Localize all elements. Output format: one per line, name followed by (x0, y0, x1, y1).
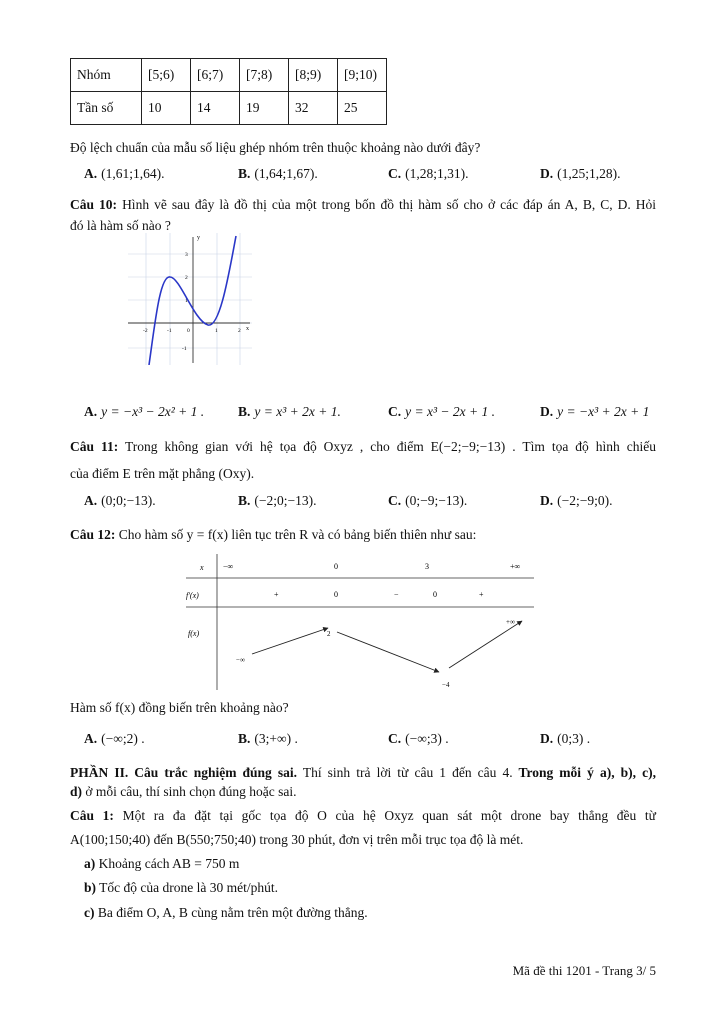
variation-table (186, 554, 536, 690)
table-cell: 10 (142, 92, 191, 125)
bbt-x-label: x (200, 563, 204, 572)
y-tick-label: 2 (185, 275, 188, 281)
option-a[interactable]: A. (1,61;1,64). (84, 166, 165, 181)
bbt-sign: + (274, 590, 279, 599)
question-9-options (84, 166, 656, 188)
bbt-f-value: 2 (327, 630, 331, 638)
question-10-options (84, 404, 656, 426)
bbt-sign: + (479, 590, 484, 599)
option-d[interactable]: D. (−2;−9;0). (540, 493, 613, 508)
table-cell: 14 (191, 92, 240, 125)
option-d[interactable]: D. (0;3) . (540, 731, 591, 746)
frequency-table (70, 58, 387, 125)
table-cell: [9;10) (338, 59, 387, 92)
question-9-text: Độ lệch chuẩn của mẫu số liệu ghép nhóm trên thuộc khoảng nào dưới đây? (70, 140, 481, 155)
question-11-options (84, 493, 656, 515)
bbt-f-value: +∞ (506, 618, 515, 626)
question-11: Câu 11: Trong không gian với hệ tọa độ Oxyz , cho điểm E(−2;−9;−13) . Tìm tọa độ hình chiếu của điểm E trên mặt phẳng (Oxy). (70, 439, 656, 481)
statement-b[interactable]: b) Tốc độ của drone là 30 mét/phút. (84, 880, 278, 895)
y-tick-label: 3 (185, 252, 188, 258)
statement-a[interactable]: a) Khoảng cách AB = 750 m (84, 856, 240, 871)
y-tick-label: 1 (185, 298, 188, 304)
part-2-header: PHẦN II. Câu trắc nghiệm đúng sai. Thí sinh trả lời từ câu 1 đến câu 4. Trong mỗi ý a), b), c), d) ở mỗi câu, thí sinh chọn đúng hoặc sai. (70, 765, 656, 799)
bbt-function-label: f(x) (188, 629, 200, 638)
table-cell: [8;9) (289, 59, 338, 92)
option-a[interactable]: A. (−∞;2) . (84, 731, 145, 746)
bbt-f-value: −4 (442, 681, 450, 689)
option-c[interactable]: C. y = x³ − 2x + 1 . (388, 404, 495, 419)
part-2-question-1: Câu 1: Một ra đa đặt tại gốc tọa độ O của hệ Oxyz quan sát một drone bay thẳng đều từ A(100;150;40) đến B(550;750;40) trong 30 phút, đơn vị trên mỗi trục tọa độ là mét. (70, 808, 656, 847)
table-header-cell: Tần số (71, 92, 142, 125)
option-d[interactable]: D. (1,25;1,28). (540, 166, 621, 181)
option-c[interactable]: C. (−∞;3) . (388, 731, 449, 746)
question-title: Câu 10: (70, 197, 118, 212)
x-tick-label: 2 (238, 328, 241, 334)
table-header-cell: Nhóm (71, 59, 142, 92)
statement-c[interactable]: c) Ba điểm O, A, B cùng nằm trên một đường thẳng. (84, 905, 368, 920)
question-10: Câu 10: Hình vẽ sau đây là đồ thị của một trong bốn đồ thị hàm số cho ở các đáp án A, B, C, D. Hỏi đó là hàm số nào ? (70, 197, 657, 233)
table-row (71, 92, 387, 125)
question-title: Câu 1: (70, 808, 114, 823)
option-c[interactable]: C. (1,28;1,31). (388, 166, 469, 181)
question-12-prompt: Hàm số f(x) đồng biến trên khoảng nào? (70, 700, 289, 715)
option-d[interactable]: D. y = −x³ + 2x + 1 (540, 404, 650, 419)
table-row (71, 59, 387, 92)
x-tick-label: 0 (187, 328, 190, 334)
page-footer: Mã đề thi 1201 - Trang 3/ 5 (512, 963, 656, 978)
option-a[interactable]: A. (0;0;−13). (84, 493, 156, 508)
option-b[interactable]: B. (1,64;1,67). (238, 166, 318, 181)
question-12-options (84, 731, 656, 753)
table-cell: 19 (240, 92, 289, 125)
table-cell: [7;8) (240, 59, 289, 92)
table-cell: [5;6) (142, 59, 191, 92)
bbt-derivative-label: f'(x) (186, 591, 199, 600)
y-axis-label: y (197, 235, 200, 241)
bbt-x-value: +∞ (510, 562, 521, 571)
y-tick-label: -1 (182, 346, 187, 352)
bbt-sign: − (394, 590, 399, 599)
table-cell: 32 (289, 92, 338, 125)
table-cell: [6;7) (191, 59, 240, 92)
bbt-x-value: 0 (334, 562, 338, 571)
option-b[interactable]: B. (3;+∞) . (238, 731, 298, 746)
increasing-arrow (252, 628, 328, 654)
option-b[interactable]: B. (−2;0;−13). (238, 493, 317, 508)
decreasing-arrow (337, 632, 439, 672)
bbt-x-value: 3 (425, 562, 429, 571)
bbt-sign: 0 (433, 590, 437, 599)
bbt-sign: 0 (334, 590, 338, 599)
function-graph (128, 233, 252, 365)
x-tick-label: 1 (215, 328, 218, 334)
increasing-arrow (449, 621, 522, 668)
x-tick-label: -1 (167, 328, 172, 334)
table-cell: 25 (338, 92, 387, 125)
bbt-f-value: −∞ (236, 656, 245, 664)
question-title: Câu 11: (70, 439, 119, 454)
bbt-x-value: −∞ (223, 562, 234, 571)
section-heading: PHẦN II. Câu trắc nghiệm đúng sai. (70, 765, 298, 780)
x-axis-label: x (246, 326, 249, 332)
option-c[interactable]: C. (0;−9;−13). (388, 493, 468, 508)
option-b[interactable]: B. y = x³ + 2x + 1. (238, 404, 341, 419)
question-title: Câu 12: (70, 527, 116, 542)
cubic-curve (149, 236, 236, 365)
question-12: Câu 12: Cho hàm số y = f(x) liên tục trên R và có bảng biến thiên như sau: (70, 527, 477, 542)
x-tick-label: -2 (143, 328, 148, 334)
option-a[interactable]: A. y = −x³ − 2x² + 1 . (84, 404, 205, 419)
